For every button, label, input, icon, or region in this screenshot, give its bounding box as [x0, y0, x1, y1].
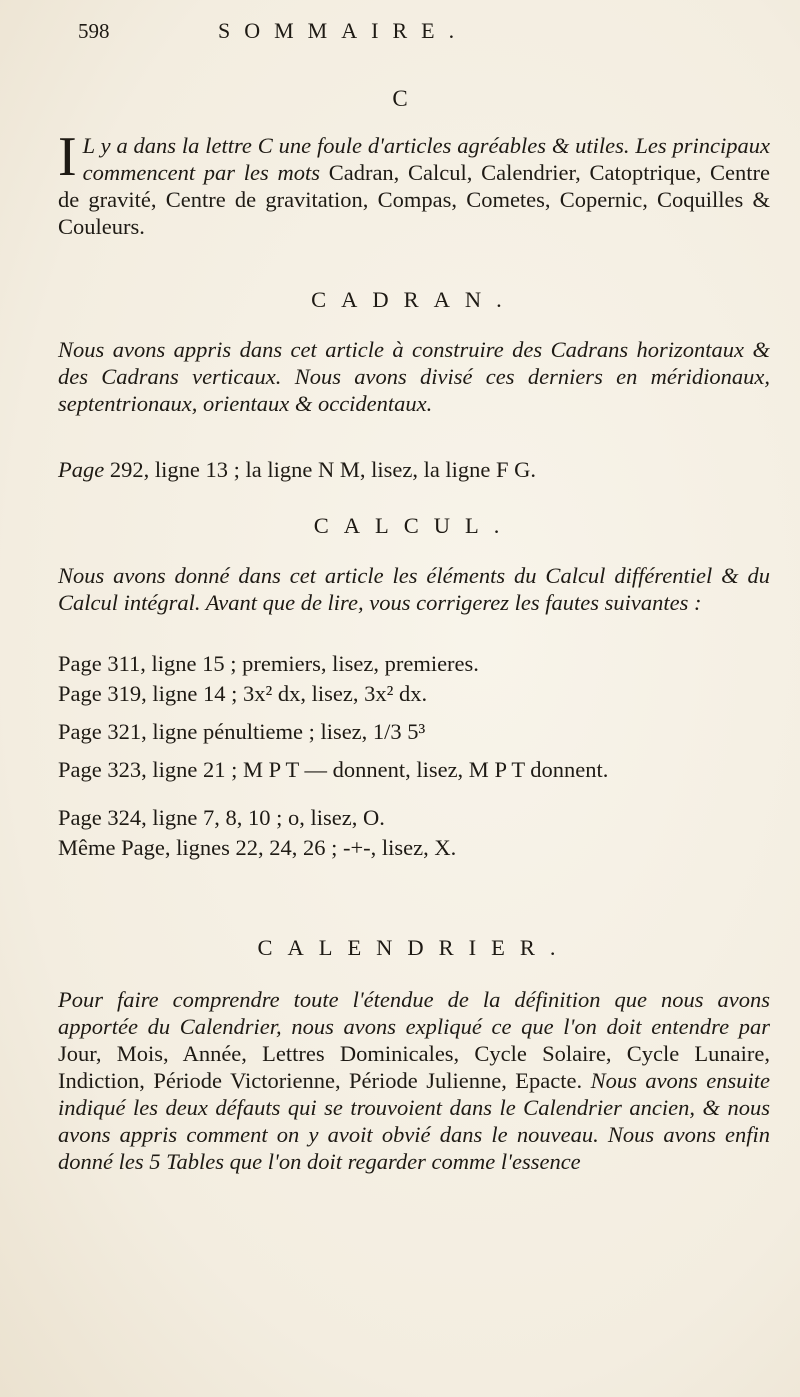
- dropcap: I: [58, 126, 77, 188]
- intro-roman: Cadran, Calcul, Calendrier, Catoptrique, Centre de gravité, Centre de gravitation, Compas, Cometes, Copernic, Coquilles & Couleurs.: [58, 160, 771, 239]
- intro-italic: L y a dans la lettre C une foule d'articles agréables & utiles. Les principaux commencent par les mots: [82, 133, 770, 185]
- calcul-italic: Nous avons donné dans cet article les éléments du Calcul différentiel & du Calcul intégral. Avant que de lire, vous corrigerez les fautes suivantes :: [58, 563, 770, 615]
- intro-paragraph: [58, 126, 771, 240]
- section-letter: C: [392, 86, 408, 111]
- errata-item: Page 323, ligne 21 ; M P T — donnent, lisez, M P T donnent.: [58, 757, 609, 782]
- page-number: 598: [78, 19, 110, 43]
- cadran-ref-label: Page: [58, 457, 105, 482]
- calendrier-italic-a: Pour faire comprendre toute l'étendue de la définition que nous avons apportée du Calendrier, nous avons expliqué ce que l'on doit entendre par: [58, 987, 770, 1039]
- calendrier-roman: Jour, Mois, Année, Lettres Dominicales, Cycle Solaire, Cycle Lunaire, Indiction, Période Victorienne, Période Julienne, Epacte.: [58, 1041, 770, 1093]
- heading-calendrier: CALENDRIER.: [257, 935, 571, 960]
- errata-item: Page 324, ligne 7, 8, 10 ; o, lisez, O.: [58, 805, 385, 830]
- heading-calcul: CALCUL.: [313, 513, 515, 538]
- cadran-ref-text: 292, ligne 13 ; la ligne N M, lisez, la ligne F G.: [109, 457, 537, 482]
- errata-item: Page 321, ligne pénultieme ; lisez, 1/3 5³: [58, 719, 426, 744]
- calendrier-paragraph: [58, 986, 770, 1175]
- cadran-ref: [58, 456, 770, 483]
- errata-item: Page 319, ligne 14 ; 3x² dx, lisez, 3x² dx.: [58, 681, 428, 706]
- errata-item: Page 311, ligne 15 ; premiers, lisez, premieres.: [58, 651, 479, 676]
- errata-item: Même Page, lignes 22, 24, 26 ; -+-, lisez, X.: [58, 835, 457, 860]
- page-header: [78, 18, 718, 44]
- calendrier-italic-c: Nous avons ensuite indiqué les deux défauts qui se trouvoient dans le Calendrier ancien, & nous avons appris comment on y avoit obvié dans le nouveau. Nous avons enfin donné les 5 Tables que l'on doit regarder comme l'essence: [58, 1068, 770, 1174]
- errata-list: [58, 650, 770, 864]
- running-head: SOMMAIRE.: [218, 18, 469, 43]
- cadran-italic: Nous avons appris dans cet article à construire des Cadrans horizontaux & des Cadrans verticaux. Nous avons divisé ces derniers en méridionaux, septentrionaux, orientaux & occidentaux.: [58, 337, 770, 416]
- heading-cadran: CADRAN.: [311, 287, 517, 312]
- cadran-paragraph: [58, 336, 770, 417]
- calcul-paragraph: [58, 562, 770, 616]
